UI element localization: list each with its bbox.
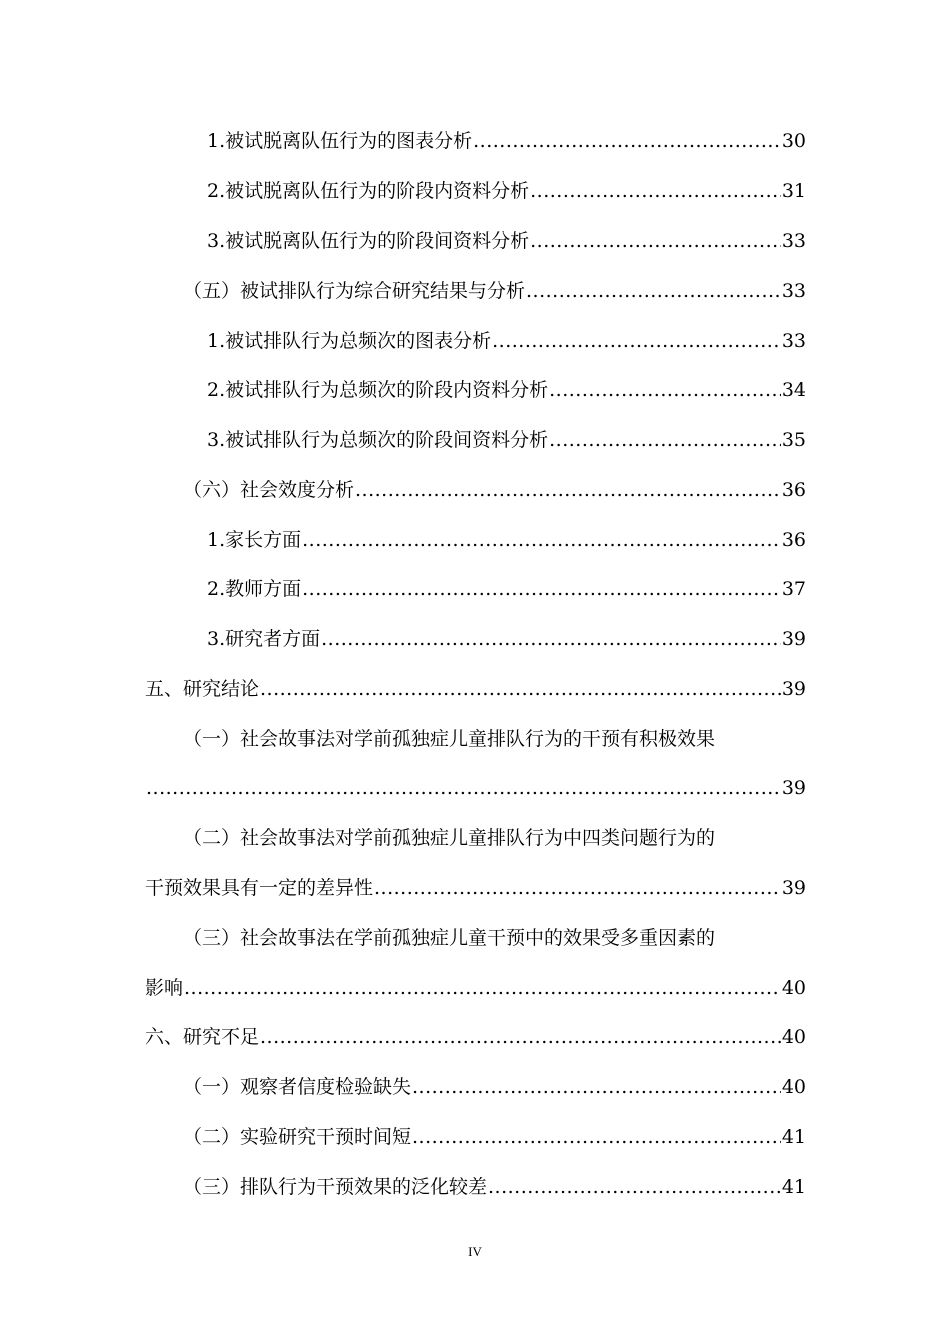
toc-entry-label: 2.被试排队行为总频次的阶段内资料分析 — [207, 379, 549, 401]
toc-entry-page: 33 — [781, 230, 806, 252]
toc-entry-label: （六）社会效度分析 — [183, 479, 355, 501]
toc-entry-label: 1.被试排队行为总频次的图表分析 — [207, 330, 492, 352]
toc-entry[interactable] — [145, 614, 806, 664]
dot-leader — [412, 1112, 781, 1162]
dot-leader — [549, 415, 781, 465]
toc-entry[interactable] — [145, 963, 806, 1013]
dot-leader — [412, 1062, 781, 1112]
toc-entry[interactable] — [145, 1162, 806, 1212]
dot-leader — [473, 116, 781, 166]
dot-leader — [488, 1162, 781, 1212]
toc-entry-label: （三）排队行为干预效果的泛化较差 — [183, 1176, 488, 1198]
toc-entry[interactable] — [145, 1112, 806, 1162]
dot-leader — [374, 863, 781, 913]
toc-entry-label: 1.家长方面 — [207, 529, 302, 551]
toc-entry[interactable] — [145, 415, 806, 465]
dot-leader — [530, 166, 781, 216]
toc-entry-first-line[interactable]: （三）社会故事法在学前孤独症儿童干预中的效果受多重因素的 — [183, 927, 716, 949]
toc-entry-page: 36 — [781, 529, 806, 551]
dot-leader — [355, 465, 781, 515]
toc-entry-page: 39 — [781, 678, 806, 700]
dot-leader — [549, 365, 781, 415]
toc-entry-page: 34 — [781, 379, 806, 401]
toc-entry-label: 五、研究结论 — [145, 678, 260, 700]
toc-entry[interactable] — [145, 216, 806, 266]
toc-entry-page: 31 — [781, 180, 806, 202]
toc-entry[interactable] — [145, 515, 806, 565]
toc-entry-first-line[interactable]: （二）社会故事法对学前孤独症儿童排队行为中四类问题行为的 — [183, 827, 716, 849]
toc-entry-page: 40 — [781, 977, 806, 999]
toc-entry[interactable] — [145, 1012, 806, 1062]
toc-entry-page: 35 — [781, 429, 806, 451]
dot-leader — [146, 763, 781, 813]
dot-leader — [321, 614, 781, 664]
toc-entry-page: 39 — [781, 877, 806, 899]
dot-leader — [302, 564, 781, 614]
toc-entry[interactable] — [145, 564, 806, 614]
toc-entry-label: 1.被试脱离队伍行为的图表分析 — [207, 130, 473, 152]
dot-leader — [492, 316, 781, 366]
toc-entry-label: 2.教师方面 — [207, 578, 302, 600]
toc-entry-page: 36 — [781, 479, 806, 501]
dot-leader — [530, 216, 781, 266]
toc-entry-page: 40 — [781, 1076, 806, 1098]
toc-entry-page: 33 — [781, 280, 806, 302]
toc-entry-label: 3.被试排队行为总频次的阶段间资料分析 — [207, 429, 549, 451]
toc-entry-label: 3.研究者方面 — [207, 628, 321, 650]
toc-entry-page: 37 — [781, 578, 806, 600]
toc-entry-page: 39 — [781, 628, 806, 650]
toc-entry[interactable] — [145, 664, 806, 714]
toc-entry[interactable] — [145, 266, 806, 316]
toc-entry-first-line[interactable]: （一）社会故事法对学前孤独症儿童排队行为的干预有积极效果 — [183, 728, 716, 750]
page-number-footer: IV — [468, 1244, 482, 1259]
toc-entry-label: 干预效果具有一定的差异性 — [145, 877, 374, 899]
toc-entry-label: 2.被试脱离队伍行为的阶段内资料分析 — [207, 180, 530, 202]
toc-entry-page: 39 — [781, 777, 806, 799]
toc-entry-page: 40 — [781, 1026, 806, 1048]
toc-entry-page: 41 — [781, 1176, 806, 1198]
toc-entry[interactable] — [145, 365, 806, 415]
toc-entry[interactable] — [145, 166, 806, 216]
toc-entry-page: 41 — [781, 1126, 806, 1148]
toc-entry-label: （五）被试排队行为综合研究结果与分析 — [183, 280, 526, 302]
toc-entry-label: 影响 — [145, 977, 184, 999]
dot-leader — [526, 266, 781, 316]
toc-entry[interactable] — [145, 116, 806, 166]
dot-leader — [260, 664, 781, 714]
toc-entry-page: 33 — [781, 330, 806, 352]
dot-leader — [184, 963, 781, 1013]
dot-leader — [260, 1012, 781, 1062]
toc-entry[interactable] — [145, 863, 806, 913]
toc-entry-label: 六、研究不足 — [145, 1026, 260, 1048]
toc-entry[interactable] — [145, 763, 806, 813]
toc-entry[interactable] — [145, 316, 806, 366]
toc-entry[interactable] — [145, 1062, 806, 1112]
toc-entry[interactable] — [145, 465, 806, 515]
toc-entry-label: （二）实验研究干预时间短 — [183, 1126, 412, 1148]
toc-entry-page: 30 — [781, 130, 806, 152]
toc-entry-label: （一）观察者信度检验缺失 — [183, 1076, 412, 1098]
toc-entry-label: 3.被试脱离队伍行为的阶段间资料分析 — [207, 230, 530, 252]
dot-leader — [302, 515, 781, 565]
